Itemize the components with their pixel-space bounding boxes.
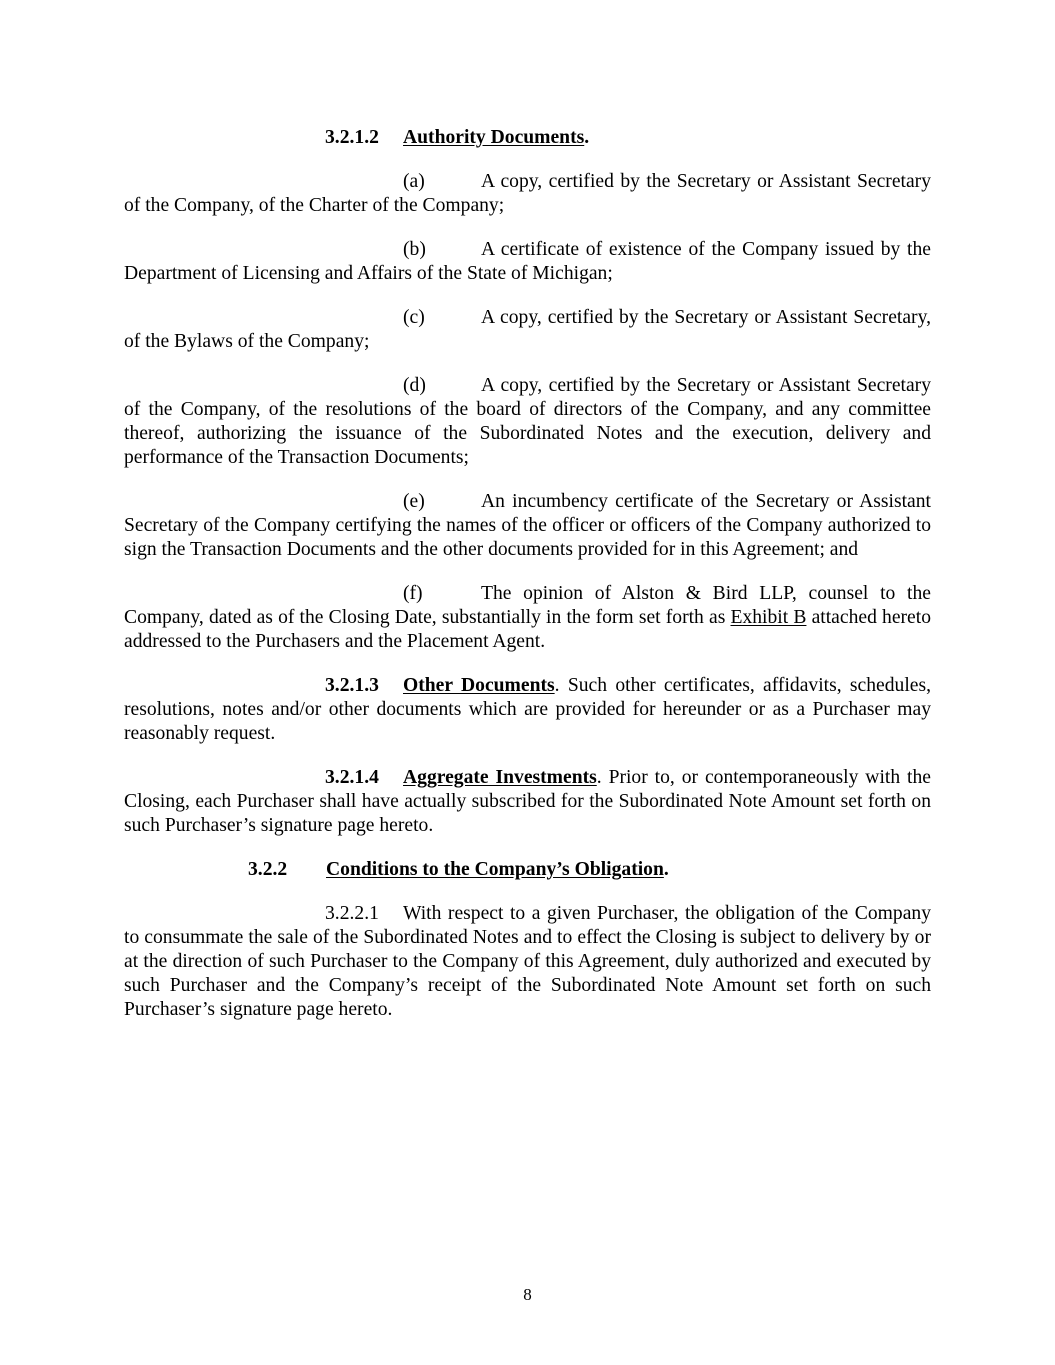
item-c xyxy=(124,306,931,354)
section-title: Conditions to the Company’s Obligation xyxy=(326,859,664,880)
section-heading-3-2-1-2: 3.2.1.2 Authority Documents. xyxy=(325,127,590,148)
section-number: 3.2.1.4 xyxy=(325,767,379,788)
section-text: . Prior to, or contemporaneously with the Closing, each Purchaser shall have actually subscribed for the Subordinated Note Amount set forth on such Purchaser’s signature page hereto. xyxy=(124,767,931,836)
item-text: An incumbency certificate of the Secretary or Assistant Secretary of the Company certifying the names of the officer or officers of the Company authorized to sign the Transaction Documents and the other documents provided for in this Agreement; and xyxy=(124,491,931,560)
section-heading-3-2-2: 3.2.2 Conditions to the Company’s Obligation. xyxy=(248,859,669,880)
item-label: (e) xyxy=(403,491,425,512)
section-number: 3.2.1.3 xyxy=(325,675,379,696)
exhibit-b-link[interactable]: Exhibit B xyxy=(730,607,807,628)
item-text: A copy, certified by the Secretary or Assistant Secretary of the Company, of the resolutions of the board of directors of the Company, and any committee thereof, authorizing the issuance of the Subordinated Notes and the execution, delivery and performance of the Transaction Documents; xyxy=(124,375,931,468)
item-label: (b) xyxy=(403,239,426,260)
item-e xyxy=(124,490,931,562)
section-3-2-1-3 xyxy=(124,674,931,746)
item-f: (f) The opinion of Alston & Bird LLP, counsel to the Company, dated as of the Closing Date, substantially in the form set forth as Exhibit B attached hereto addressed to the Purchasers and the Placement Agent. xyxy=(124,583,931,652)
section-text: With respect to a given Purchaser, the obligation of the Company to consummate the sale of the Subordinated Notes and to effect the Closing is subject to delivery by or at the direction of such Purchaser to the Company of this Agreement, duly authorized and executed by such Purchaser and the Company’s receipt of the Subordinated Note Amount set forth on such Purchaser’s signature page hereto. xyxy=(124,903,931,1020)
section-3-2-2-1 xyxy=(124,902,931,1022)
section-3-2-1-4 xyxy=(124,766,931,838)
section-title: Aggregate Investments xyxy=(403,767,597,788)
item-label: (d) xyxy=(403,375,426,396)
page-number: 8 xyxy=(523,1285,532,1304)
item-d xyxy=(124,374,931,470)
section-number: 3.2.1.2 xyxy=(325,127,379,148)
item-label: (c) xyxy=(403,307,425,328)
item-label: (a) xyxy=(403,171,425,192)
section-title: Other Documents xyxy=(403,675,555,696)
section-number: 3.2.2 xyxy=(248,859,288,880)
item-b xyxy=(124,238,931,286)
section-text: . Such other certificates, affidavits, schedules, resolutions, notes and/or other documents which are provided for hereunder or as a Purchaser may reasonably request. xyxy=(124,675,931,744)
item-text: A certificate of existence of the Company issued by the Department of Licensing and Affairs of the State of Michigan; xyxy=(124,239,931,284)
section-title: Authority Documents xyxy=(403,127,585,148)
section-number: 3.2.2.1 xyxy=(325,903,379,924)
item-text: A copy, certified by the Secretary or Assistant Secretary, of the Bylaws of the Company; xyxy=(124,307,931,352)
item-text: A copy, certified by the Secretary or Assistant Secretary of the Company, of the Charter of the Company; xyxy=(124,171,931,216)
item-a xyxy=(124,170,931,218)
item-label: (f) xyxy=(403,583,423,604)
